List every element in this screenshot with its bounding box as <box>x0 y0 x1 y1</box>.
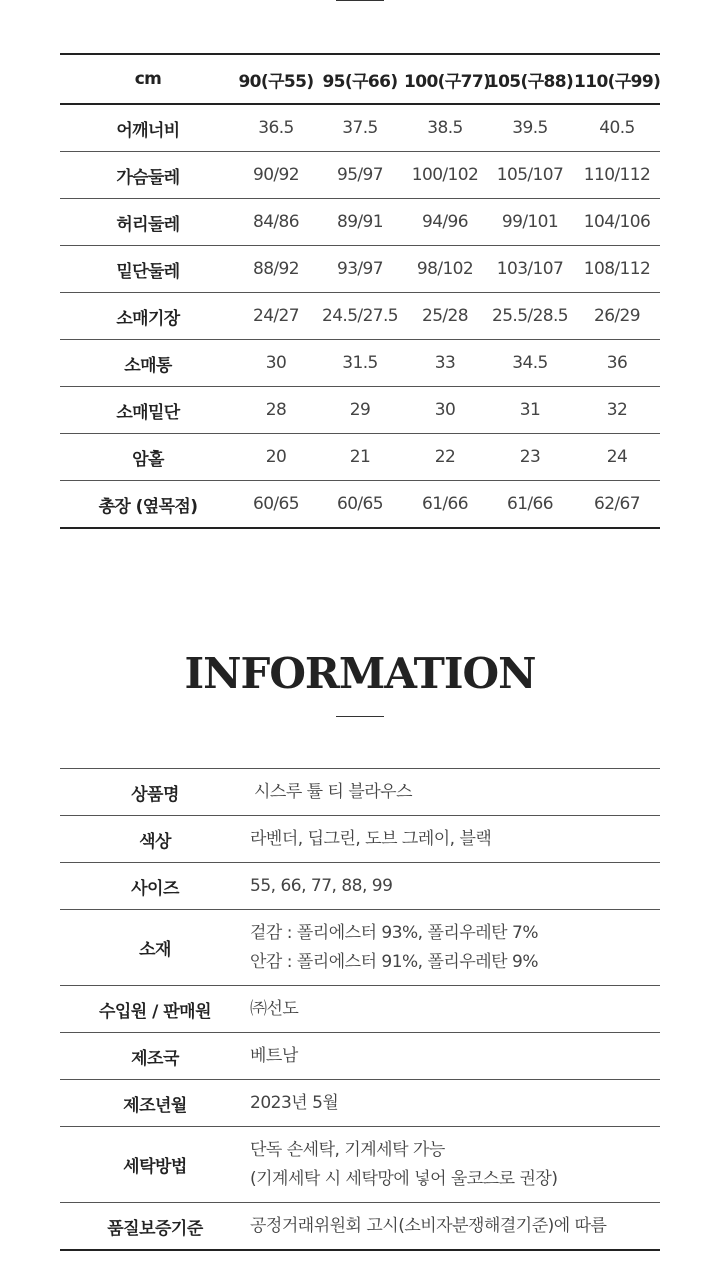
info-label: 상품명 <box>60 769 250 816</box>
cell: 25.5/28.5 <box>486 293 574 340</box>
section-title: INFORMATION <box>184 649 536 698</box>
top-divider <box>336 0 384 1</box>
header-size-110: 110(구99) <box>574 54 660 104</box>
cell: 36 <box>574 340 660 387</box>
cell: 20 <box>236 434 316 481</box>
cell: 108/112 <box>574 246 660 293</box>
info-label: 소재 <box>60 910 250 986</box>
info-row <box>60 816 660 863</box>
cell: 39.5 <box>486 104 574 152</box>
cell: 60/65 <box>316 481 404 529</box>
cell: 28 <box>236 387 316 434</box>
info-row <box>60 986 660 1033</box>
info-value <box>250 1203 660 1251</box>
cell: 33 <box>404 340 486 387</box>
table-row <box>60 340 660 387</box>
info-value-line: 공정거래위원회 고시(소비자분쟁해결기준)에 따름 <box>250 1215 607 1236</box>
cell: 30 <box>236 340 316 387</box>
info-label: 품질보증기준 <box>60 1203 250 1251</box>
info-value <box>250 769 660 816</box>
info-row <box>60 769 660 816</box>
cell: 26/29 <box>574 293 660 340</box>
cell: 90/92 <box>236 152 316 199</box>
cell: 29 <box>316 387 404 434</box>
table-row <box>60 199 660 246</box>
table-row <box>60 481 660 529</box>
row-label: 밑단둘레 <box>60 246 236 293</box>
info-label: 사이즈 <box>60 863 250 910</box>
row-label: 소매기장 <box>60 293 236 340</box>
cell: 34.5 <box>486 340 574 387</box>
info-value-line: 시스루 튤 티 블라우스 <box>254 781 413 802</box>
header-size-105: 105(구88) <box>486 54 574 104</box>
cell: 23 <box>486 434 574 481</box>
info-value <box>250 910 660 986</box>
info-row <box>60 1080 660 1127</box>
info-value <box>250 986 660 1033</box>
cell: 32 <box>574 387 660 434</box>
cell: 84/86 <box>236 199 316 246</box>
cell: 93/97 <box>316 246 404 293</box>
info-value-line: (기계세탁 시 세탁망에 넣어 울코스로 권장) <box>250 1168 558 1189</box>
table-row <box>60 104 660 152</box>
info-value-line: 안감 : 폴리에스터 91%, 폴리우레탄 9% <box>250 951 538 972</box>
row-label: 소매통 <box>60 340 236 387</box>
header-size-95: 95(구66) <box>316 54 404 104</box>
info-table <box>60 768 660 1251</box>
cell: 100/102 <box>404 152 486 199</box>
cell: 103/107 <box>486 246 574 293</box>
cell: 60/65 <box>236 481 316 529</box>
cell: 61/66 <box>486 481 574 529</box>
cell: 38.5 <box>404 104 486 152</box>
cell: 37.5 <box>316 104 404 152</box>
cell: 62/67 <box>574 481 660 529</box>
info-value <box>250 816 660 863</box>
header-size-100: 100(구77) <box>404 54 486 104</box>
cell: 95/97 <box>316 152 404 199</box>
info-value <box>250 1080 660 1127</box>
cell: 104/106 <box>574 199 660 246</box>
table-row <box>60 293 660 340</box>
info-value-line: 55, 66, 77, 88, 99 <box>250 875 393 896</box>
info-label: 수입원 / 판매원 <box>60 986 250 1033</box>
info-label: 제조국 <box>60 1033 250 1080</box>
header-unit: cm <box>60 54 236 104</box>
table-row <box>60 434 660 481</box>
info-value-line: 단독 손세탁, 기계세탁 가능 <box>250 1139 445 1160</box>
cell: 88/92 <box>236 246 316 293</box>
info-value-line: 라벤더, 딥그린, 도브 그레이, 블랙 <box>250 828 492 849</box>
cell: 31.5 <box>316 340 404 387</box>
info-label: 제조년월 <box>60 1080 250 1127</box>
cell: 110/112 <box>574 152 660 199</box>
cell: 99/101 <box>486 199 574 246</box>
row-label: 가슴둘레 <box>60 152 236 199</box>
cell: 98/102 <box>404 246 486 293</box>
cell: 30 <box>404 387 486 434</box>
cell: 24.5/27.5 <box>316 293 404 340</box>
cell: 24 <box>574 434 660 481</box>
cell: 94/96 <box>404 199 486 246</box>
info-value-line: ㈜선도 <box>250 998 299 1019</box>
cell: 31 <box>486 387 574 434</box>
cell: 105/107 <box>486 152 574 199</box>
table-row <box>60 387 660 434</box>
info-value-line: 2023년 5월 <box>250 1092 339 1113</box>
info-row <box>60 1203 660 1251</box>
cell: 89/91 <box>316 199 404 246</box>
info-row <box>60 1033 660 1080</box>
info-value <box>250 1127 660 1203</box>
info-row <box>60 1127 660 1203</box>
cell: 61/66 <box>404 481 486 529</box>
row-label: 총장 (옆목점) <box>60 481 236 529</box>
row-label: 소매밑단 <box>60 387 236 434</box>
size-table-header <box>60 54 660 104</box>
header-size-90: 90(구55) <box>236 54 316 104</box>
cell: 24/27 <box>236 293 316 340</box>
cell: 36.5 <box>236 104 316 152</box>
size-table <box>60 53 660 529</box>
info-row <box>60 863 660 910</box>
table-row <box>60 246 660 293</box>
info-value-line: 겉감 : 폴리에스터 93%, 폴리우레탄 7% <box>250 922 538 943</box>
row-label: 어깨너비 <box>60 104 236 152</box>
table-row <box>60 152 660 199</box>
info-row <box>60 910 660 986</box>
row-label: 암홀 <box>60 434 236 481</box>
cell: 22 <box>404 434 486 481</box>
info-label: 색상 <box>60 816 250 863</box>
cell: 40.5 <box>574 104 660 152</box>
info-value-line: 베트남 <box>250 1045 298 1066</box>
section-divider <box>336 716 384 717</box>
cell: 25/28 <box>404 293 486 340</box>
info-value <box>250 1033 660 1080</box>
row-label: 허리둘레 <box>60 199 236 246</box>
info-label: 세탁방법 <box>60 1127 250 1203</box>
cell: 21 <box>316 434 404 481</box>
info-value <box>250 863 660 910</box>
